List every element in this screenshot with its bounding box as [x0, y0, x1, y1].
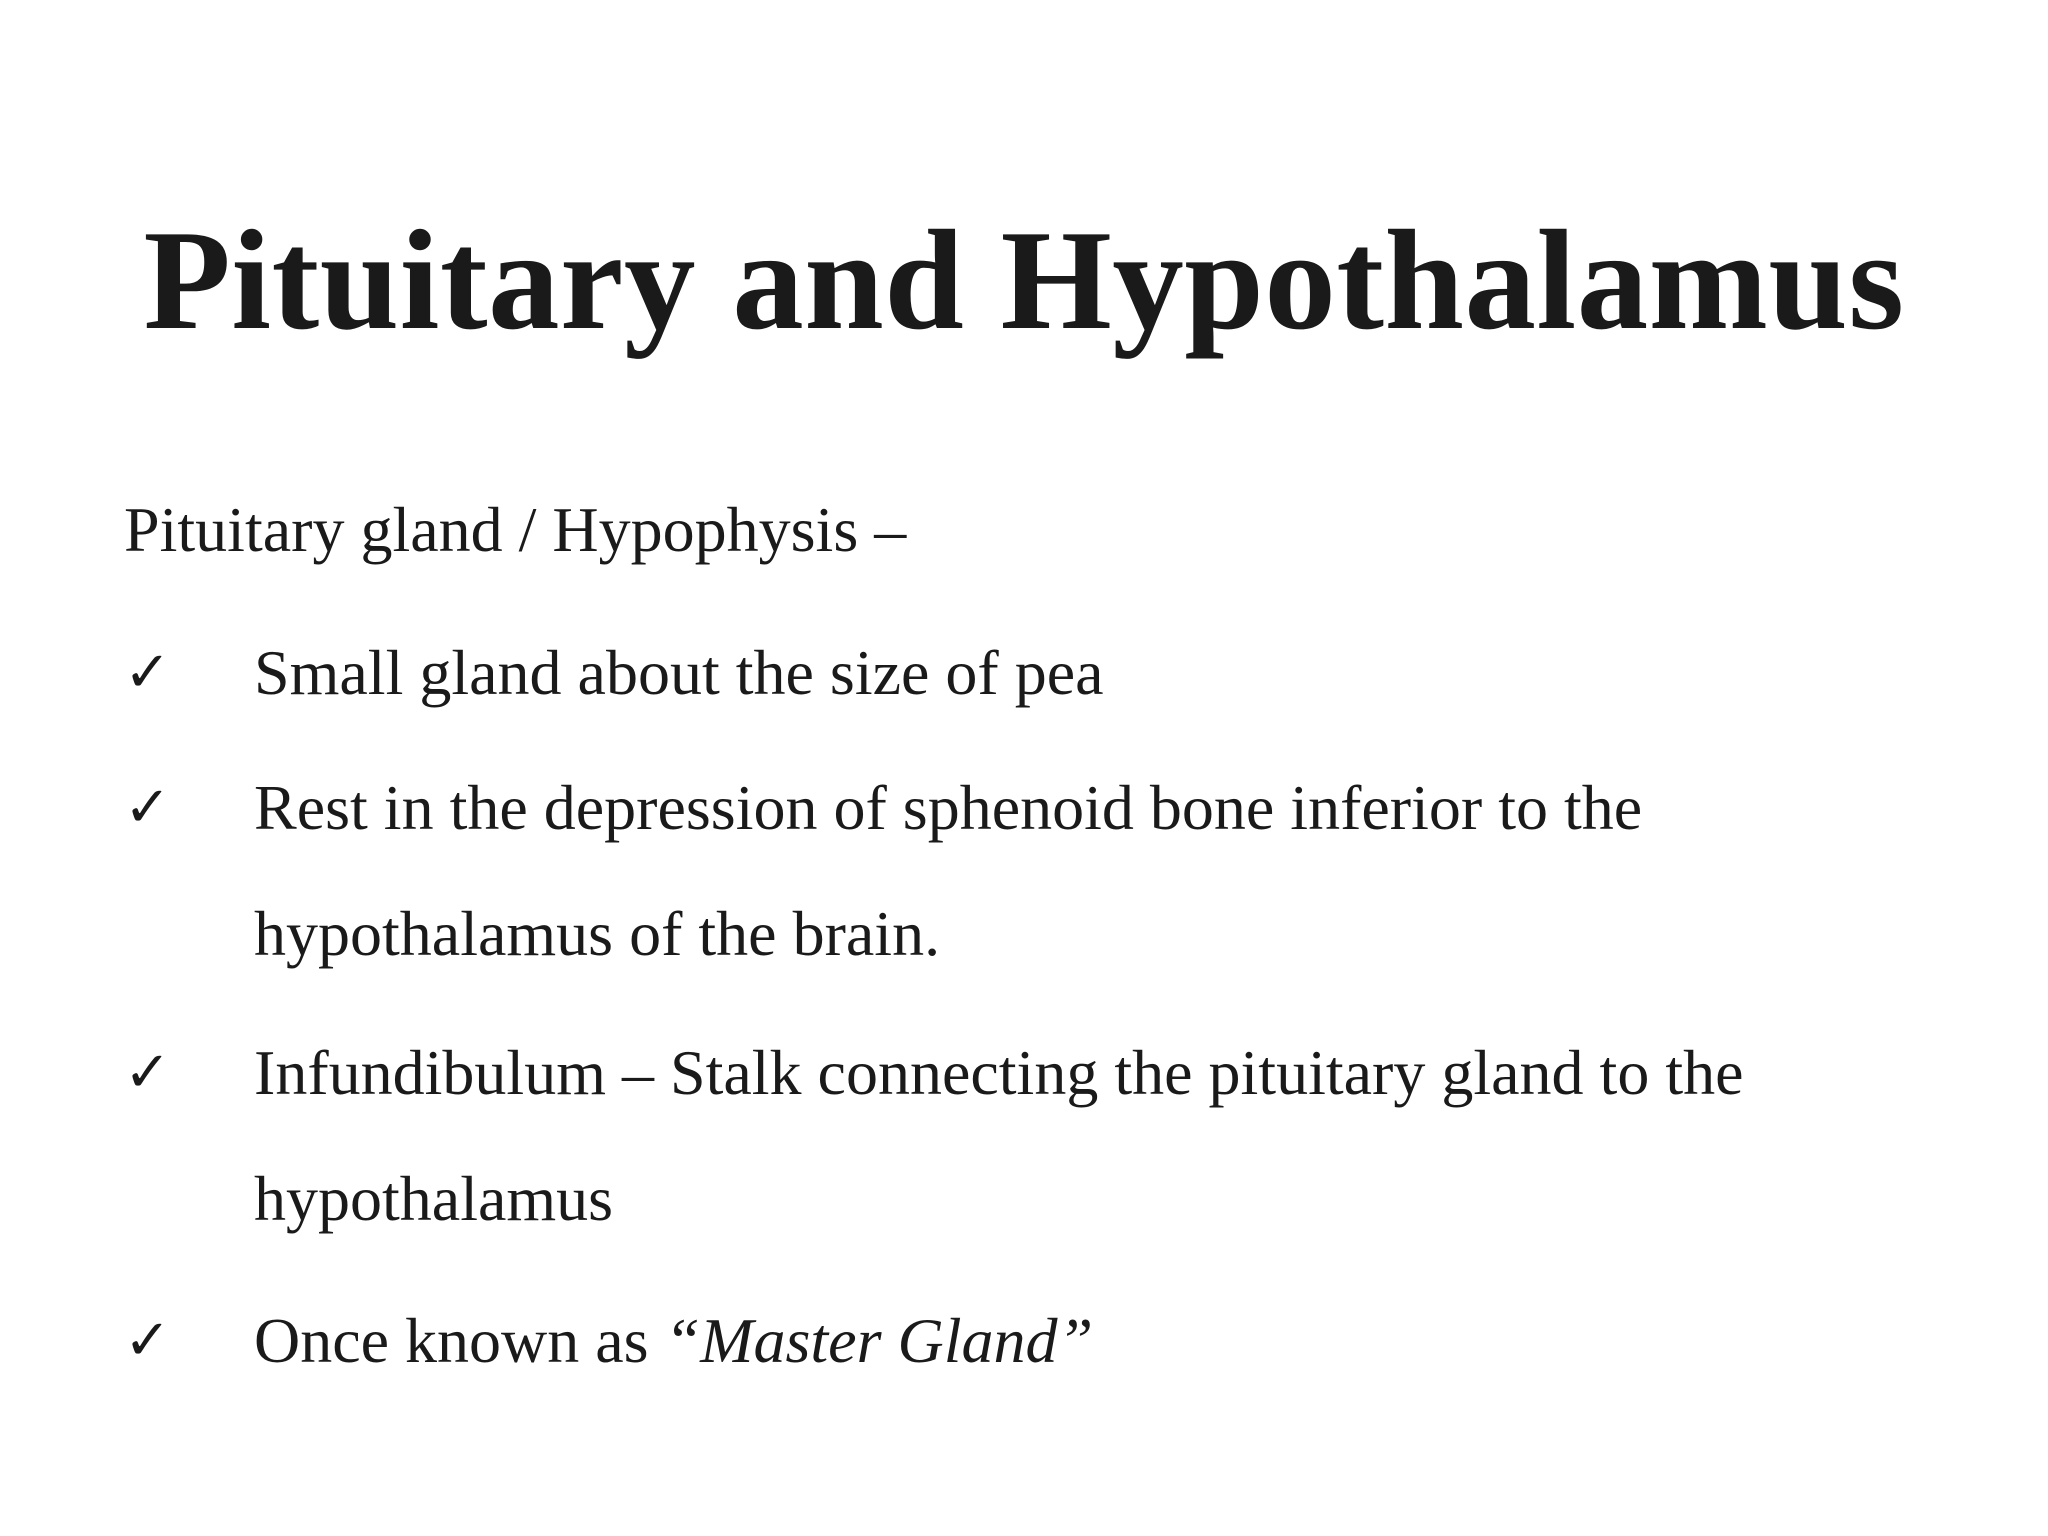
- bullet-line: hypothalamus of the brain.: [254, 898, 941, 969]
- bullet-prefix: Once known as: [254, 1305, 665, 1376]
- checkmark-icon: ✓: [124, 1040, 171, 1105]
- bullet-line: hypothalamus: [254, 1163, 614, 1234]
- master-gland-emphasis: “Master Gland”: [664, 1305, 1094, 1376]
- checkmark-icon: ✓: [124, 640, 171, 705]
- checkmark-icon: ✓: [124, 775, 171, 840]
- bullet-line: Rest in the depression of sphenoid bone inferior to the: [254, 772, 1643, 843]
- bullet-text: [254, 1278, 1954, 1404]
- bullet-text: [254, 1010, 1954, 1262]
- bullet-line: [254, 1278, 1954, 1404]
- checkmark-icon: ✓: [124, 1308, 171, 1373]
- slide-subtitle: Pituitary gland / Hypophysis –: [124, 494, 907, 565]
- bullet-line: Small gland about the size of pea: [254, 637, 1104, 708]
- bullet-line: Infundibulum – Stalk connecting the pituitary gland to the: [254, 1037, 1744, 1108]
- bullet-text: [254, 610, 1954, 736]
- slide-title: Pituitary and Hypothalamus: [143, 201, 1905, 359]
- bullet-text: [254, 745, 1954, 997]
